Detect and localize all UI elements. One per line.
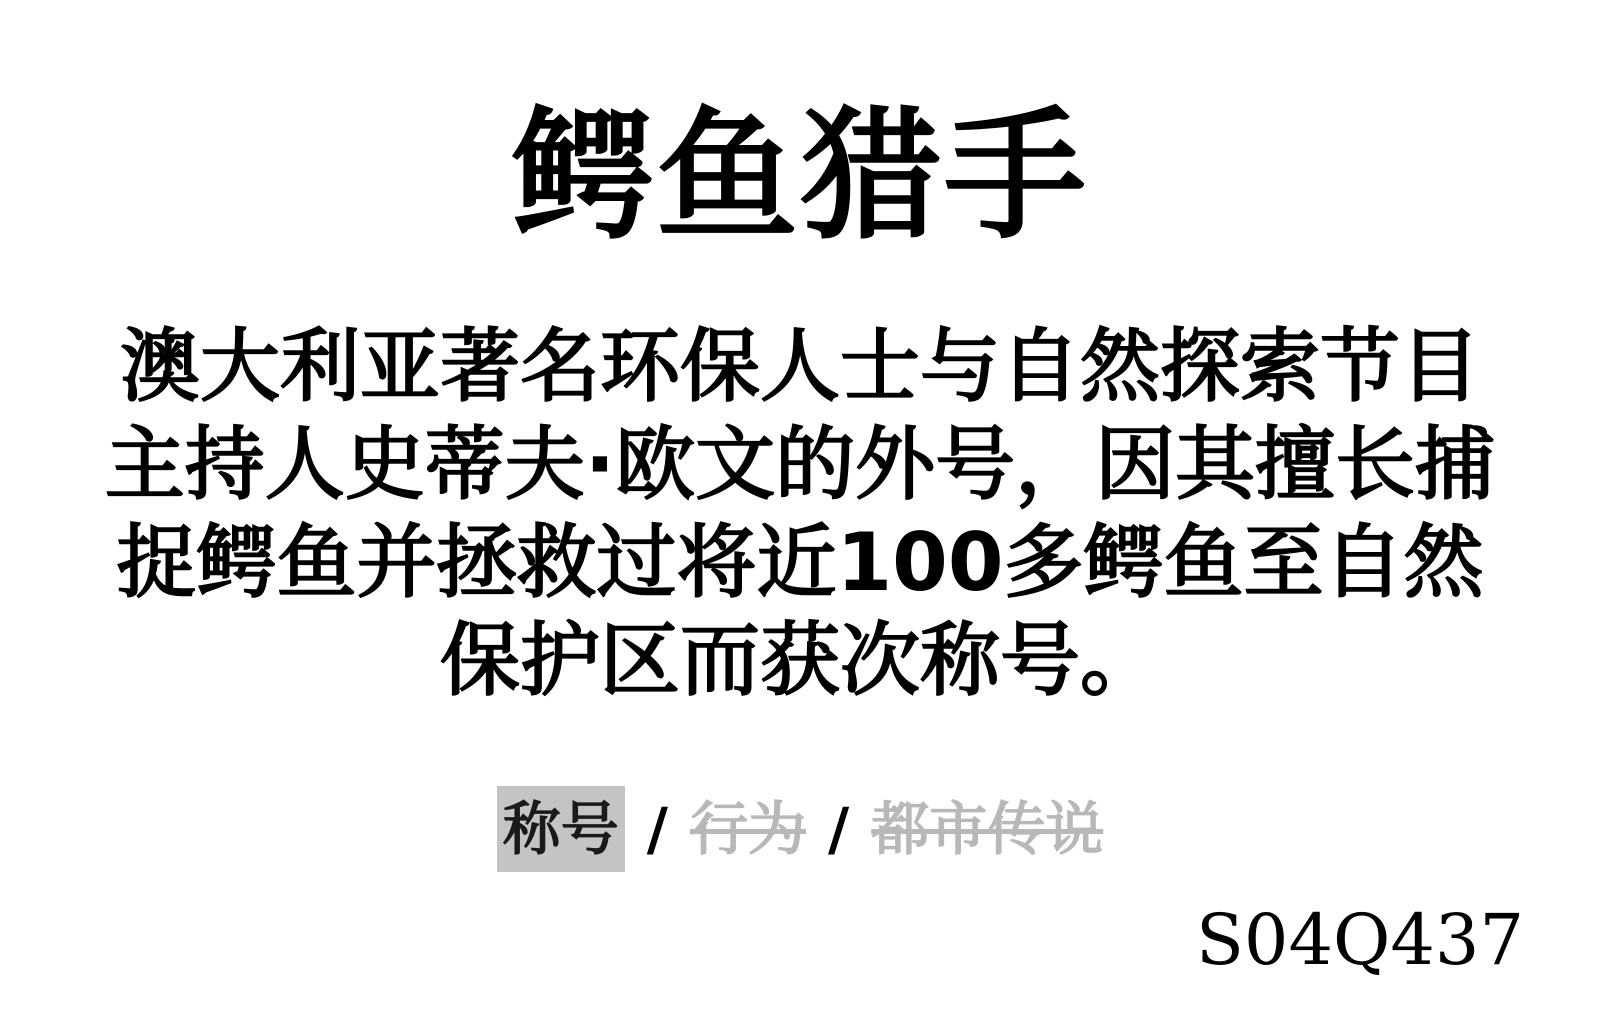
card-title: 鳄鱼猎手: [512, 94, 1088, 259]
card-description: 澳大利亚著名环保人士与自然探索节目主持人史蒂夫·欧文的外号，因其擅长捕捉鳄鱼并拯救过将近100多鳄鱼至自然保护区而获次称号。: [104, 320, 1496, 707]
tag-struck[interactable]: 行为: [689, 795, 806, 863]
card-code: S04Q437: [1195, 899, 1524, 981]
tag-separator: /: [646, 795, 668, 863]
tag-active[interactable]: 称号: [497, 786, 625, 872]
tag-separator: /: [828, 795, 850, 863]
category-tags: [0, 786, 1600, 872]
tag-struck[interactable]: 都市传说: [871, 795, 1104, 863]
